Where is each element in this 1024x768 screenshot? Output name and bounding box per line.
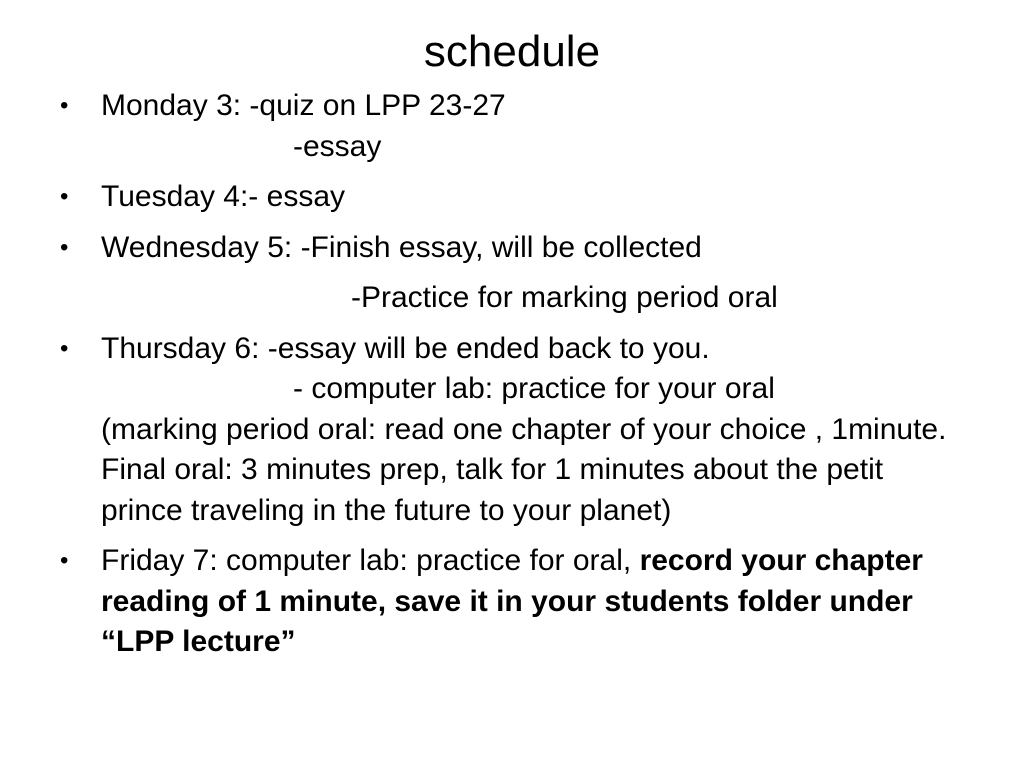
bullet-icon: • [60, 233, 69, 261]
bullet-item-thursday [60, 329, 960, 532]
bullet-icon: • [60, 92, 69, 119]
thursday-line-2: - computer lab: practice for your oral [293, 372, 775, 405]
bullet-item-wednesday [60, 228, 960, 319]
monday-line-1: Monday 3: -quiz on LPP 23-27 [101, 89, 506, 122]
bullet-icon: • [60, 183, 69, 210]
thursday-line-1: Thursday 6: -essay will be ended back to you. [101, 331, 710, 365]
bullet-icon: • [60, 334, 69, 362]
slide-title: schedule [423, 27, 601, 76]
wednesday-line-1: Wednesday 5: -Finish essay, will be collected [101, 230, 702, 264]
bullet-item-tuesday [60, 177, 960, 218]
friday-regular-text: Friday 7: computer lab: practice for oral, [101, 544, 640, 577]
monday-line-2: -essay [293, 129, 382, 163]
wednesday-line-2: -Practice for marking period oral [351, 281, 778, 314]
thursday-line-3: (marking period oral: read one chapter of your choice , 1minute. Final oral: 3 minutes prep, talk for 1 minutes about the petit prince traveling in the future to your planet) [101, 412, 947, 527]
bullet-text [101, 86, 960, 167]
friday-bold-text: record your chapter reading of 1 minute, save it in your students folder under “LPP lecture” [101, 544, 923, 658]
bullet-item-friday [60, 541, 960, 663]
bullet-text [101, 541, 960, 663]
bullet-text [101, 329, 960, 532]
tuesday-line-1: Tuesday 4:- essay [101, 180, 345, 213]
bullet-text [101, 177, 960, 218]
bullet-text [101, 228, 960, 319]
bullet-list [60, 86, 960, 673]
bullet-item-monday [60, 86, 960, 167]
bullet-icon: • [60, 547, 69, 574]
